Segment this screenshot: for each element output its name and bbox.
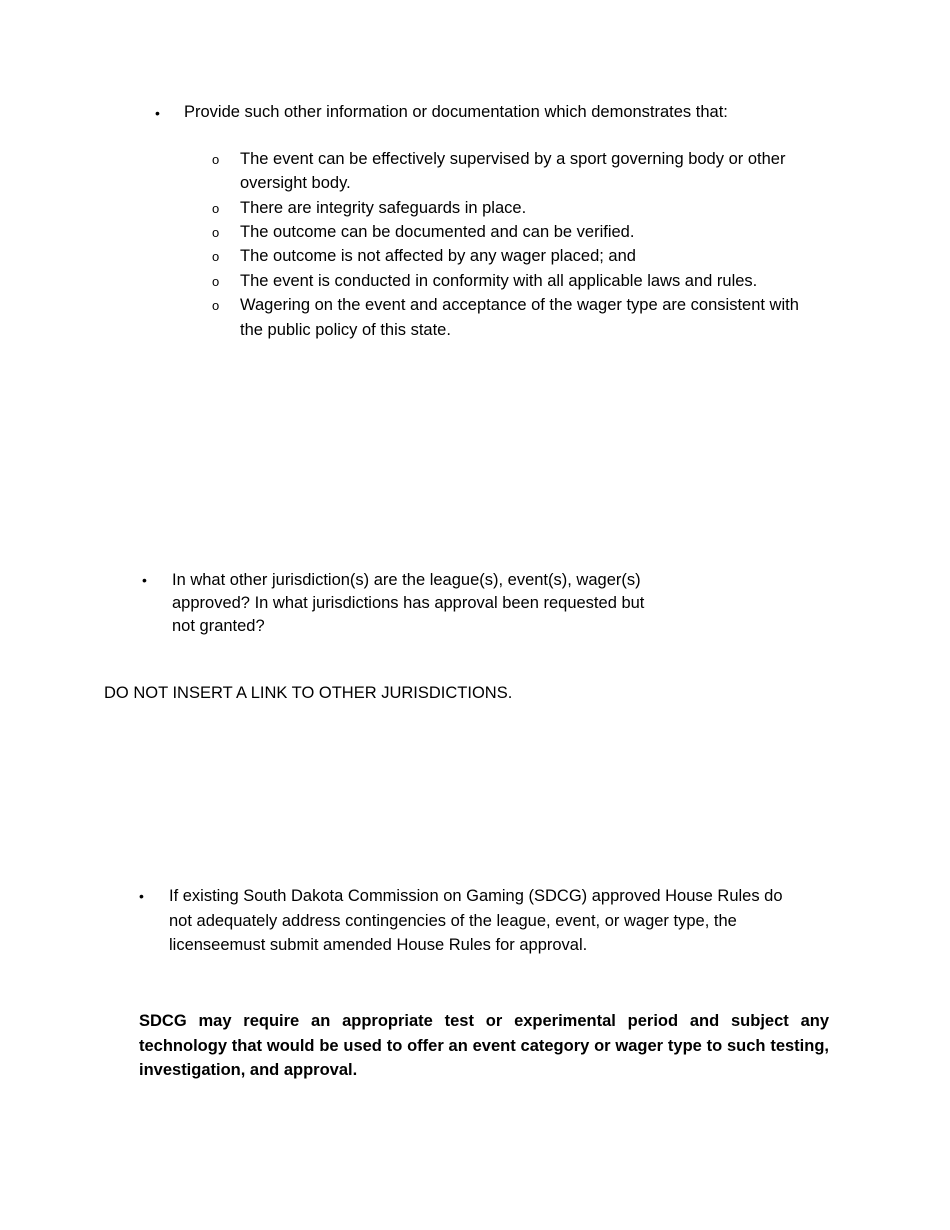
criteria-item-line: Wagering on the event and acceptance of the wager type are consistent with <box>240 296 799 314</box>
bullet-marker: • <box>139 888 144 904</box>
sub-bullet-marker: o <box>212 152 220 167</box>
criteria-item-line: The event is conducted in conformity with all applicable laws and rules. <box>240 272 758 290</box>
sub-bullet-marker: o <box>212 298 220 313</box>
jurisdiction-question-line: In what other jurisdiction(s) are the league(s), event(s), wager(s) <box>172 571 641 589</box>
sub-bullet-marker: o <box>212 225 220 240</box>
bullet-marker: • <box>142 572 147 588</box>
jurisdiction-notice: DO NOT INSERT A LINK TO OTHER JURISDICTIONS. <box>104 684 513 702</box>
criteria-item-line: The event can be effectively supervised by a sport governing body or other <box>240 150 786 168</box>
house-rules-line: licenseemust submit amended House Rules for approval. <box>169 936 588 954</box>
sub-bullet-marker: o <box>212 274 220 289</box>
criteria-item-line: The outcome is not affected by any wager placed; and <box>240 247 636 265</box>
jurisdiction-question-line: approved? In what jurisdictions has approval been requested but <box>172 594 645 612</box>
house-rules-line: not adequately address contingencies of the league, event, or wager type, the <box>169 912 737 930</box>
section1-intro-text: Provide such other information or documentation which demonstrates that: <box>184 103 728 121</box>
bullet-marker: • <box>155 105 160 121</box>
criteria-item-line: oversight body. <box>240 174 351 192</box>
jurisdiction-question-line: not granted? <box>172 617 265 635</box>
criteria-item-line: the public policy of this state. <box>240 321 451 339</box>
testing-requirement-paragraph: SDCG may require an appropriate test or experimental period and subject any technology that would be used to offer an event category or wager type to such testing, investigation, and approval. <box>139 1012 829 1079</box>
house-rules-line: If existing South Dakota Commission on Gaming (SDCG) approved House Rules do <box>169 887 783 905</box>
sub-bullet-marker: o <box>212 201 220 216</box>
criteria-item-line: There are integrity safeguards in place. <box>240 199 527 217</box>
sub-bullet-marker: o <box>212 249 220 264</box>
criteria-item-line: The outcome can be documented and can be verified. <box>240 223 635 241</box>
